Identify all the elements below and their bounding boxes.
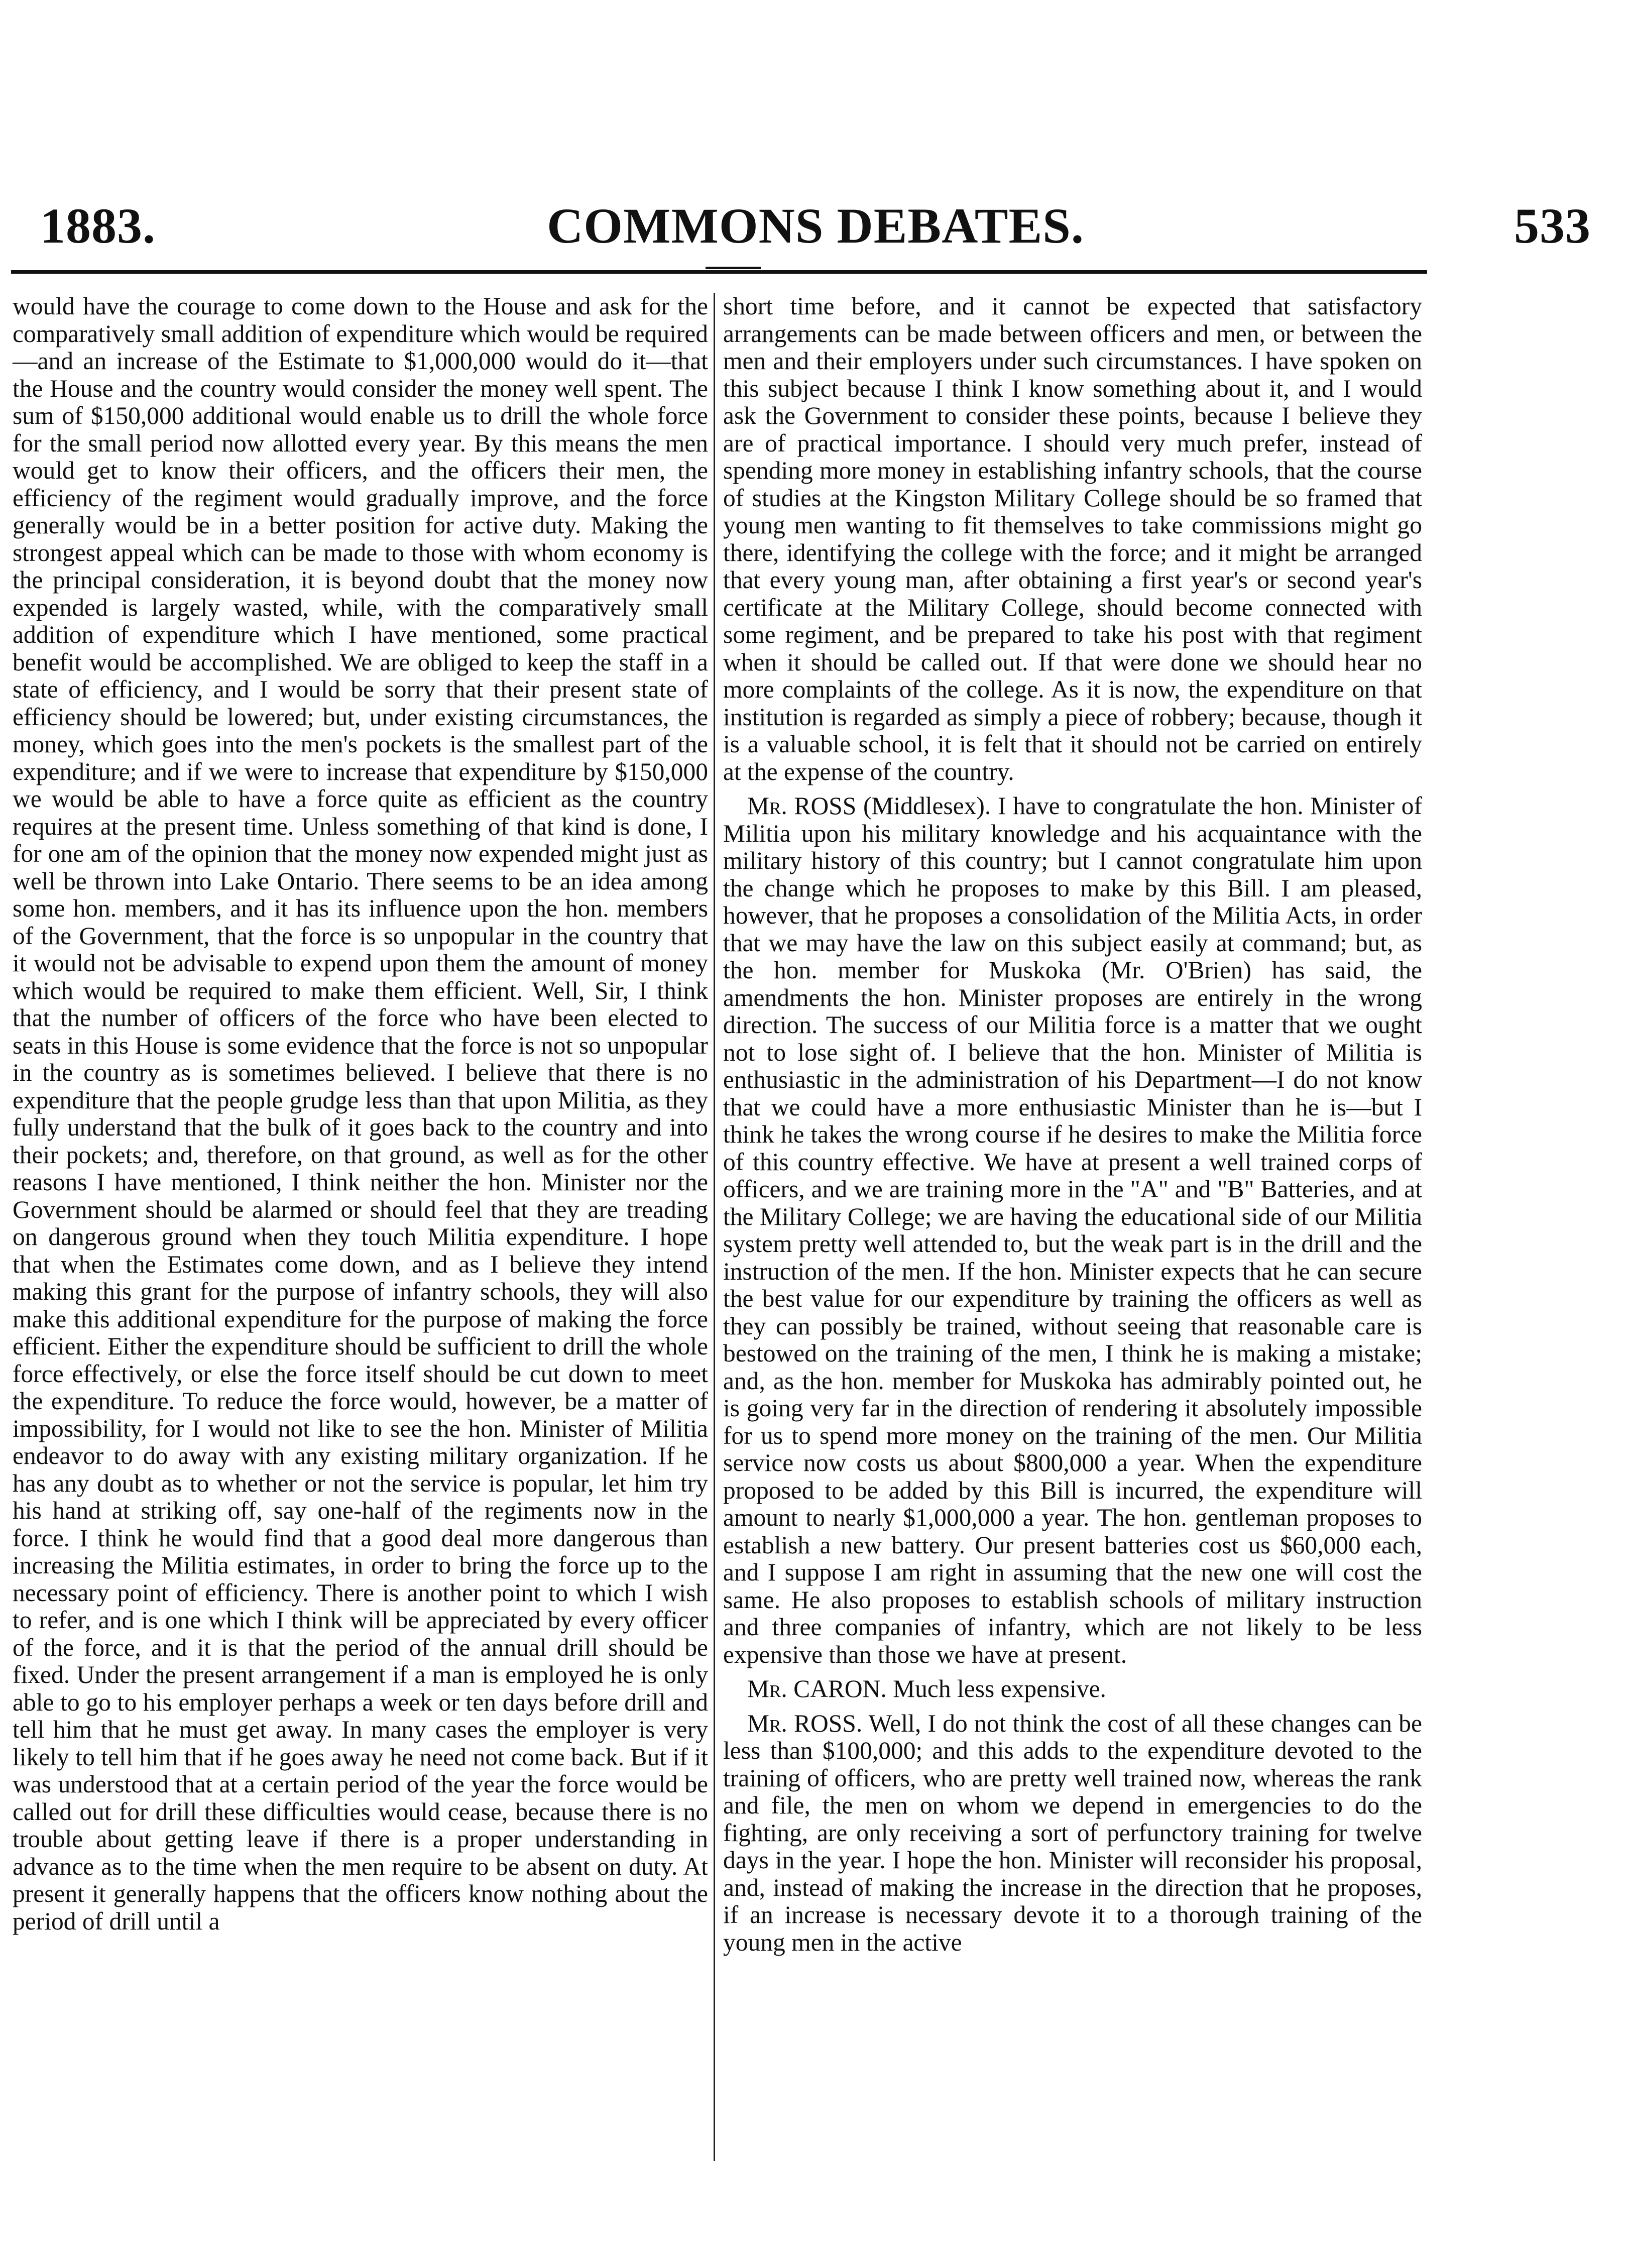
- speaker-caron: Mr. CARON.: [747, 1675, 887, 1703]
- speech-ross-2-text: Well, I do not think the cost of all these changes can be less than $100,000; and this adds to the expenditure devoted to the training of officers, who are pretty well trained now, whereas the rank and file, the men on whom we depend in emergencies to do the fighting, are only receiving a sort of perfunctory training for twelve days in the year. I hope the hon. Minister will reconsider his proposal, and, instead of making the increase in the direction that he proposes, if an increase is necessary devote it to a thorough training of the young men in the active: [723, 1709, 1423, 1956]
- column-divider: [714, 293, 715, 2161]
- header-rule-ornament: [706, 267, 761, 269]
- left-paragraph-1: would have the courage to come down to the House and ask for the comparatively small addition of expenditure which would be required—and an increase of the Estimate to $1,000,000 would do it—that the House and the country would consider the money well spent. The sum of $150,000 additional would enable us to drill the whole force for the small period now allotted every year. By this means the men would get to know their officers, and the officers their men, the efficiency of the regiment would gradually improve, and the force generally would be in a better position for active duty. Making the strongest appeal which can be made to those with whom economy is the principal consideration, it is beyond doubt that the money now expended is largely wasted, while, with the comparatively small addition of expenditure which I have mentioned, some practical benefit would be accomplished. We are obliged to keep the staff in a state of efficiency, and I would be sorry that their present state of efficiency should be lowered; but, under existing circumstances, the money, which goes into the men's pockets is the smallest part of the expenditure; and if we were to increase that expenditure by $150,000 we would be able to have a force quite as efficient as the country requires at the present time. Unless something of that kind is done, I for one am of the opinion that the money now expended might just as well be thrown into Lake Ontario. There seems to be an idea among some hon. members, and it has its influence upon the hon. members of the Government, that the force is so unpopular in the country that it would not be advisable to expend upon them the amount of money which would be required to make them efficient. Well, Sir, I think that the number of officers of the force who have been elected to seats in this House is some evidence that the force is not so unpopular in the country as is sometimes believed. I believe that there is no expenditure that the people grudge less than that upon Militia, as they fully understand that the bulk of it goes back to the country and into their pockets; and, therefore, on that ground, as well as for the other reasons I have mentioned, I think neither the hon. Minister nor the Government should be alarmed or should feel that they are treading on dangerous ground when they touch Militia expenditure. I hope that when the Estimates come down, and as I believe they intend making this grant for the purpose of infantry schools, they will also make this additional expenditure for the purpose of making the force efficient. Either the expenditure should be sufficient to drill the whole force effectively, or else the force itself should be cut down to meet the expenditure. To reduce the force would, however, be a matter of impossibility, for I would not like to see the hon. Minister of Militia endeavor to do away with any existing military organization. If he has any doubt as to whether or not the service is popular, let him try his hand at striking off, say one-half of the regiments now in the force. I think he would find that a good deal more dangerous than increasing the Militia estimates, in order to bring the force up to the necessary point of efficiency. There is another point to which I wish to refer, and is one which I think will be appreciated by every officer of the force, and it is that the period of the annual drill should be fixed. Under the present arrangement if a man is employed he is only able to go to his employer perhaps a week or ten days before drill and tell him that he must get away. In many cases the employer is very likely to tell him that if he goes away he need not come back. But if it was understood that at a certain period of the year the force would be called out for drill these difficulties would cease, because there is no trouble about getting leave if there is a proper understanding in advance as to the time when the men require to be absent on duty. At present it generally happens that the officers know nothing about the period of drill until a: [13, 292, 708, 1935]
- speaker-ross-1: Mr. ROSS: [747, 792, 857, 820]
- right-column: [723, 293, 1422, 1956]
- header-rule: [11, 270, 1427, 274]
- speech-ross-2: [723, 1710, 1422, 1957]
- speech-caron: [723, 1675, 1422, 1703]
- header-title: COMMONS DEBATES.: [547, 198, 1084, 254]
- speech-ross-1: [723, 792, 1422, 1668]
- header-page-number: 533: [1514, 198, 1591, 254]
- header-year: 1883.: [40, 198, 156, 254]
- speaker-ross-2: Mr. ROSS.: [747, 1709, 863, 1737]
- speech-caron-text: Much less expensive.: [893, 1675, 1106, 1703]
- page-header: [40, 198, 1591, 269]
- speech-ross-1-text: (Middlesex). I have to congratulate the hon. Minister of Militia upon his military knowledge and his acquaintance with the military history of this country; but I cannot congratulate him upon the change which he proposes to make by this Bill. I am pleased, however, that he proposes a consolidation of the Militia Acts, in order that we may have the law on this subject easily at command; but, as the hon. member for Muskoka (Mr. O'Brien) has said, the amendments the hon. Minister proposes are entirely in the wrong direction. The success of our Militia force is a matter that we ought not to lose sight of. I believe that the hon. Minister of Militia is enthusiastic in the administration of his Department—I do not know that we could have a more enthusiastic Minister than he is—but I think he takes the wrong course if he desires to make the Militia force of this country effective. We have at present a well trained corps of officers, and we are training more in the "A" and "B" Batteries, and at the Military College; we are having the educational side of our Militia system pretty well attended to, but the weak part is in the drill and the instruction of the men. If the hon. Minister expects that he can secure the best value for our expenditure by training the officers as well as they can possibly be trained, without seeing that reasonable care is bestowed on the training of the men, I think he is making a mistake; and, as the hon. member for Muskoka has admirably pointed out, he is going very far in the direction of rendering it absolutely impossible for us to spend more money on the training of the men. Our Militia service now costs us about $800,000 a year. When the expenditure proposed to be added by this Bill is incurred, the expenditure will amount to nearly $1,000,000 a year. The hon. gentleman proposes to establish a new battery. Our present batteries cost us $60,000 each, and I suppose I am right in assuming that the new one will cost the same. He also proposes to establish schools of military instruction and three companies of infantry, which are not likely to be less expensive than those we have at present.: [723, 792, 1422, 1668]
- left-column: [13, 293, 708, 1935]
- right-paragraph-1: short time before, and it cannot be expected that satisfactory arrangements can be made between officers and men, or between the men and their employers under such circumstances. I have spoken on this subject because I think I know something about it, and I would ask the Government to consider these points, because I believe they are of practical importance. I should very much prefer, instead of spending more money in establishing infantry schools, that the course of studies at the Kingston Military College should be so framed that young men wanting to fit themselves to take commissions might go there, identifying the college with the force; and it might be arranged that every young man, after obtaining a first year's or second year's certificate at the Military College, should become connected with some regiment, and be prepared to take his post with that regiment when it should be called out. If that were done we should hear no more complaints of the college. As it is now, the expenditure on that institution is regarded as simply a piece of robbery; because, though it is a valuable school, it is felt that it should not be carried on entirely at the expense of the country.: [723, 292, 1422, 785]
